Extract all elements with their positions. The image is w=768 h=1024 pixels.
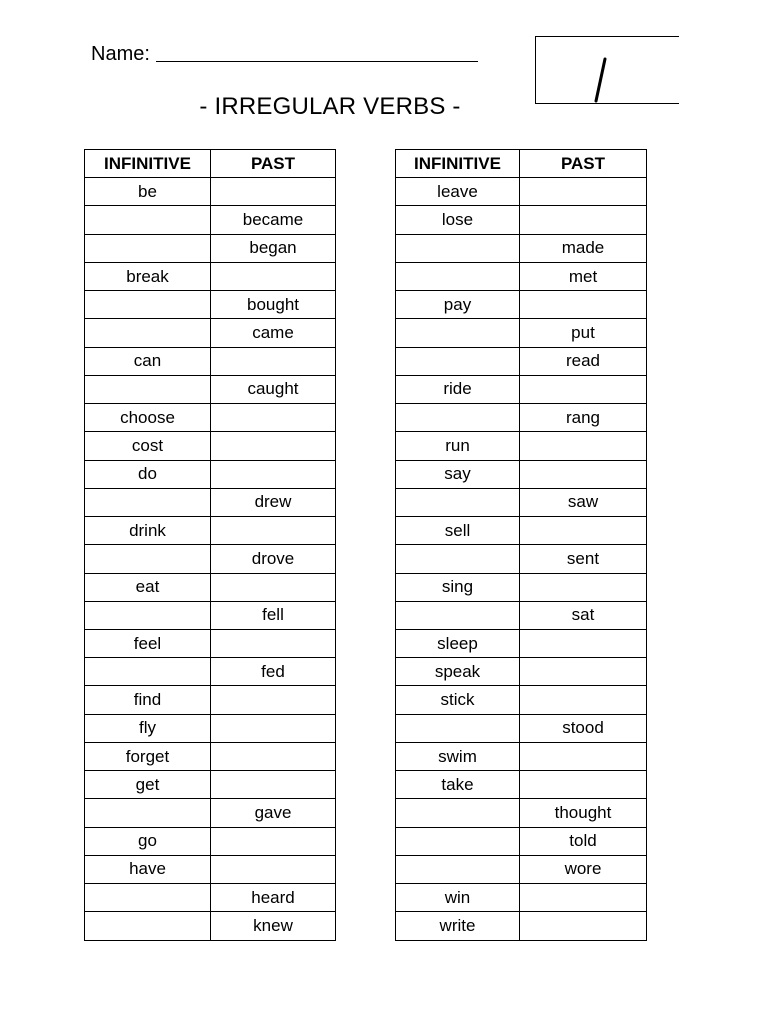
table-row	[85, 799, 336, 827]
past-cell-blank[interactable]	[211, 742, 336, 770]
infinitive-cell: choose	[85, 404, 211, 432]
past-cell-blank[interactable]	[520, 658, 647, 686]
past-cell-blank[interactable]	[211, 404, 336, 432]
past-cell-blank[interactable]	[520, 432, 647, 460]
table-row	[396, 178, 647, 206]
past-cell-blank[interactable]	[520, 375, 647, 403]
past-cell-blank[interactable]	[211, 347, 336, 375]
infinitive-cell-blank[interactable]	[396, 799, 520, 827]
table-row	[396, 912, 647, 940]
table-row	[396, 545, 647, 573]
table-row	[396, 827, 647, 855]
infinitive-cell-blank[interactable]	[85, 375, 211, 403]
table-row	[396, 686, 647, 714]
past-cell-blank[interactable]	[520, 912, 647, 940]
infinitive-cell-blank[interactable]	[85, 234, 211, 262]
infinitive-cell-blank[interactable]	[85, 206, 211, 234]
infinitive-cell: win	[396, 884, 520, 912]
past-cell: told	[520, 827, 647, 855]
infinitive-cell-blank[interactable]	[396, 545, 520, 573]
table-row	[396, 884, 647, 912]
table-row	[85, 912, 336, 940]
infinitive-cell: have	[85, 855, 211, 883]
table-header-row	[85, 150, 336, 178]
infinitive-cell-blank[interactable]	[396, 347, 520, 375]
verb-table-right	[395, 149, 647, 941]
past-cell: sat	[520, 601, 647, 629]
past-cell-blank[interactable]	[211, 714, 336, 742]
table-row	[396, 404, 647, 432]
past-cell: fell	[211, 601, 336, 629]
table-row	[85, 347, 336, 375]
table-row	[396, 601, 647, 629]
infinitive-cell: drink	[85, 517, 211, 545]
infinitive-cell-blank[interactable]	[85, 799, 211, 827]
past-cell: began	[211, 234, 336, 262]
past-cell-blank[interactable]	[211, 460, 336, 488]
past-cell: became	[211, 206, 336, 234]
past-cell: wore	[520, 855, 647, 883]
table-row	[85, 601, 336, 629]
infinitive-cell-blank[interactable]	[396, 827, 520, 855]
infinitive-cell-blank[interactable]	[396, 488, 520, 516]
name-blank-line[interactable]	[156, 42, 478, 62]
past-cell-blank[interactable]	[520, 686, 647, 714]
infinitive-cell: break	[85, 262, 211, 290]
infinitive-cell: eat	[85, 573, 211, 601]
past-cell: knew	[211, 912, 336, 940]
past-cell-blank[interactable]	[211, 827, 336, 855]
infinitive-cell: do	[85, 460, 211, 488]
past-cell: caught	[211, 375, 336, 403]
infinitive-cell: cost	[85, 432, 211, 460]
past-cell-blank[interactable]	[520, 178, 647, 206]
table-row	[396, 375, 647, 403]
infinitive-cell-blank[interactable]	[85, 884, 211, 912]
past-cell-blank[interactable]	[211, 517, 336, 545]
table-row	[396, 629, 647, 657]
infinitive-cell: forget	[85, 742, 211, 770]
past-cell-blank[interactable]	[211, 855, 336, 883]
infinitive-cell: stick	[396, 686, 520, 714]
table-row	[396, 347, 647, 375]
table-row	[396, 771, 647, 799]
table-row	[85, 178, 336, 206]
infinitive-cell: speak	[396, 658, 520, 686]
table-row	[85, 375, 336, 403]
infinitive-cell: pay	[396, 291, 520, 319]
table-row	[396, 573, 647, 601]
past-cell-blank[interactable]	[520, 573, 647, 601]
table-row	[396, 799, 647, 827]
past-cell-blank[interactable]	[520, 771, 647, 799]
past-cell-blank[interactable]	[211, 573, 336, 601]
infinitive-cell: swim	[396, 742, 520, 770]
past-cell: heard	[211, 884, 336, 912]
table-row	[396, 460, 647, 488]
infinitive-cell-blank[interactable]	[85, 291, 211, 319]
table-row	[85, 827, 336, 855]
past-cell-blank[interactable]	[211, 178, 336, 206]
column-header-past: PAST	[211, 150, 336, 178]
table-row	[396, 262, 647, 290]
table-row	[85, 291, 336, 319]
infinitive-cell-blank[interactable]	[85, 319, 211, 347]
column-header-past: PAST	[520, 150, 647, 178]
infinitive-cell: sell	[396, 517, 520, 545]
infinitive-cell: be	[85, 178, 211, 206]
past-cell-blank[interactable]	[211, 629, 336, 657]
table-row	[85, 771, 336, 799]
past-cell: drew	[211, 488, 336, 516]
table-row	[85, 884, 336, 912]
table-row	[85, 742, 336, 770]
past-cell-blank[interactable]	[520, 460, 647, 488]
infinitive-cell: ride	[396, 375, 520, 403]
infinitive-cell: can	[85, 347, 211, 375]
table-row	[85, 658, 336, 686]
infinitive-cell: take	[396, 771, 520, 799]
table-row	[85, 432, 336, 460]
table-row	[85, 206, 336, 234]
table-row	[396, 488, 647, 516]
past-cell-blank[interactable]	[520, 742, 647, 770]
infinitive-cell-blank[interactable]	[85, 545, 211, 573]
table-row	[396, 658, 647, 686]
past-cell: came	[211, 319, 336, 347]
infinitive-cell: find	[85, 686, 211, 714]
infinitive-cell: leave	[396, 178, 520, 206]
past-cell: met	[520, 262, 647, 290]
table-row	[85, 545, 336, 573]
infinitive-cell: lose	[396, 206, 520, 234]
table-row	[85, 404, 336, 432]
infinitive-cell: write	[396, 912, 520, 940]
past-cell-blank[interactable]	[520, 291, 647, 319]
infinitive-cell: feel	[85, 629, 211, 657]
past-cell: thought	[520, 799, 647, 827]
past-cell-blank[interactable]	[520, 629, 647, 657]
infinitive-cell: go	[85, 827, 211, 855]
table-row	[85, 686, 336, 714]
past-cell: saw	[520, 488, 647, 516]
infinitive-cell-blank[interactable]	[396, 601, 520, 629]
infinitive-cell-blank[interactable]	[396, 234, 520, 262]
name-row	[91, 42, 478, 66]
table-row	[85, 488, 336, 516]
table-row	[85, 460, 336, 488]
column-header-infinitive: INFINITIVE	[85, 150, 211, 178]
table-row	[85, 573, 336, 601]
past-cell-blank[interactable]	[211, 262, 336, 290]
infinitive-cell-blank[interactable]	[396, 714, 520, 742]
table-row	[85, 629, 336, 657]
infinitive-cell: run	[396, 432, 520, 460]
past-cell-blank[interactable]	[211, 771, 336, 799]
infinitive-cell-blank[interactable]	[85, 601, 211, 629]
infinitive-cell-blank[interactable]	[396, 855, 520, 883]
table-row	[396, 714, 647, 742]
name-label: Name:	[91, 43, 150, 65]
infinitive-cell-blank[interactable]	[396, 404, 520, 432]
table-row	[396, 206, 647, 234]
table-row	[396, 319, 647, 347]
column-header-infinitive: INFINITIVE	[396, 150, 520, 178]
infinitive-cell: fly	[85, 714, 211, 742]
past-cell: rang	[520, 404, 647, 432]
past-cell: put	[520, 319, 647, 347]
table-row	[396, 855, 647, 883]
table-row	[85, 262, 336, 290]
table-row	[396, 432, 647, 460]
past-cell-blank[interactable]	[520, 206, 647, 234]
past-cell-blank[interactable]	[520, 517, 647, 545]
infinitive-cell: say	[396, 460, 520, 488]
table-row	[85, 319, 336, 347]
past-cell: drove	[211, 545, 336, 573]
table-row	[85, 234, 336, 262]
past-cell-blank[interactable]	[211, 432, 336, 460]
infinitive-cell: get	[85, 771, 211, 799]
past-cell: sent	[520, 545, 647, 573]
past-cell: gave	[211, 799, 336, 827]
verb-table-left	[84, 149, 336, 941]
infinitive-cell-blank[interactable]	[85, 488, 211, 516]
past-cell: stood	[520, 714, 647, 742]
table-row	[396, 234, 647, 262]
table-row	[85, 517, 336, 545]
infinitive-cell-blank[interactable]	[396, 319, 520, 347]
past-cell-blank[interactable]	[520, 884, 647, 912]
infinitive-cell-blank[interactable]	[85, 912, 211, 940]
table-row	[396, 517, 647, 545]
infinitive-cell-blank[interactable]	[396, 262, 520, 290]
table-header-row	[396, 150, 647, 178]
table-row	[85, 714, 336, 742]
past-cell: fed	[211, 658, 336, 686]
page-title: - IRREGULAR VERBS -	[199, 93, 461, 120]
past-cell-blank[interactable]	[211, 686, 336, 714]
infinitive-cell: sing	[396, 573, 520, 601]
past-cell: made	[520, 234, 647, 262]
table-row	[396, 291, 647, 319]
table-row	[85, 855, 336, 883]
infinitive-cell-blank[interactable]	[85, 658, 211, 686]
infinitive-cell: sleep	[396, 629, 520, 657]
past-cell: read	[520, 347, 647, 375]
table-row	[396, 742, 647, 770]
past-cell: bought	[211, 291, 336, 319]
